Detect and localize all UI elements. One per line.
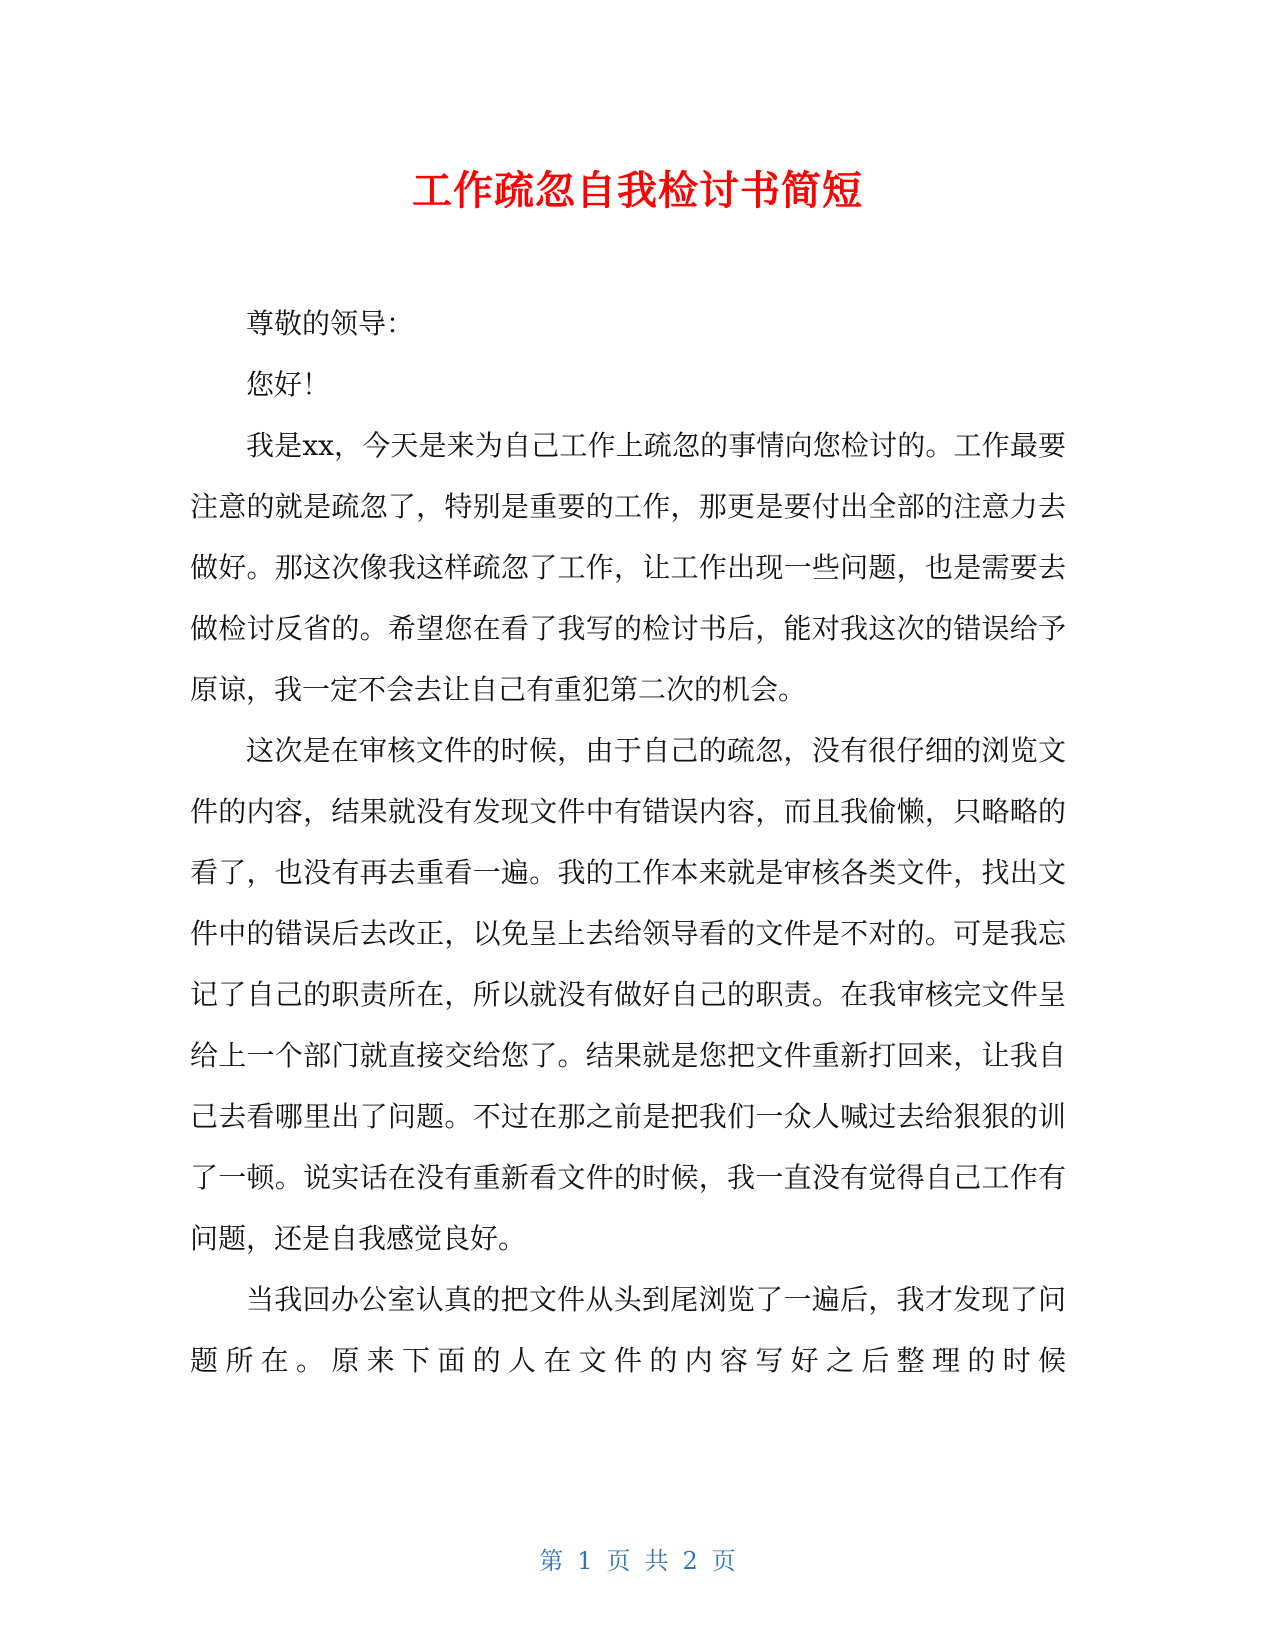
paragraph-1: 我是xx，今天是来为自己工作上疏忽的事情向您检讨的。工作最要注意的就是疏忽了，特别是重要的工作，那更是要付出全部的注意力去做好。那这次像我这样疏忽了工作，让工作出现一些问题，也是需要去做检讨反省的。希望您在看了我写的检讨书后，能对我这次的错误给予原谅，我一定不会去让自己有重犯第二次的机会。 <box>190 429 1066 706</box>
document-body <box>190 293 1066 1391</box>
greeting: 您好！ <box>246 368 331 401</box>
footer-total-pages: 2 <box>682 1547 698 1575</box>
footer-page-word: 页 <box>606 1547 631 1575</box>
page-footer <box>0 1544 1275 1578</box>
footer-suffix: 页 <box>711 1547 736 1575</box>
document-title: 工作疏忽自我检讨书简短 <box>412 168 863 214</box>
footer-current-page: 1 <box>577 1547 593 1575</box>
footer-prefix: 第 <box>539 1547 564 1575</box>
footer-total-word: 共 <box>644 1547 669 1575</box>
paragraph-2: 这次是在审核文件的时候，由于自己的疏忽，没有很仔细的浏览文件的内容，结果就没有发现文件中有错误内容，而且我偷懒，只略略的看了，也没有再去重看一遍。我的工作本来就是审核各类文件，找出文件中的错误后去改正，以免呈上去给领导看的文件是不对的。可是我忘记了自己的职责所在，所以就没有做好自己的职责。在我审核完文件呈给上一个部门就直接交给您了。结果就是您把文件重新打回来，让我自己去看哪里出了问题。不过在那之前是把我们一众人喊过去给狠狠的训了一顿。说实话在没有重新看文件的时候，我一直没有觉得自己工作有问题，还是自我感觉良好。 <box>190 734 1066 1255</box>
paragraph-3: 当我回办公室认真的把文件从头到尾浏览了一遍后，我才发现了问题所在。原来下面的人在文件的内容写好之后整理的时候 <box>190 1283 1066 1377</box>
salutation: 尊敬的领导： <box>246 307 415 340</box>
